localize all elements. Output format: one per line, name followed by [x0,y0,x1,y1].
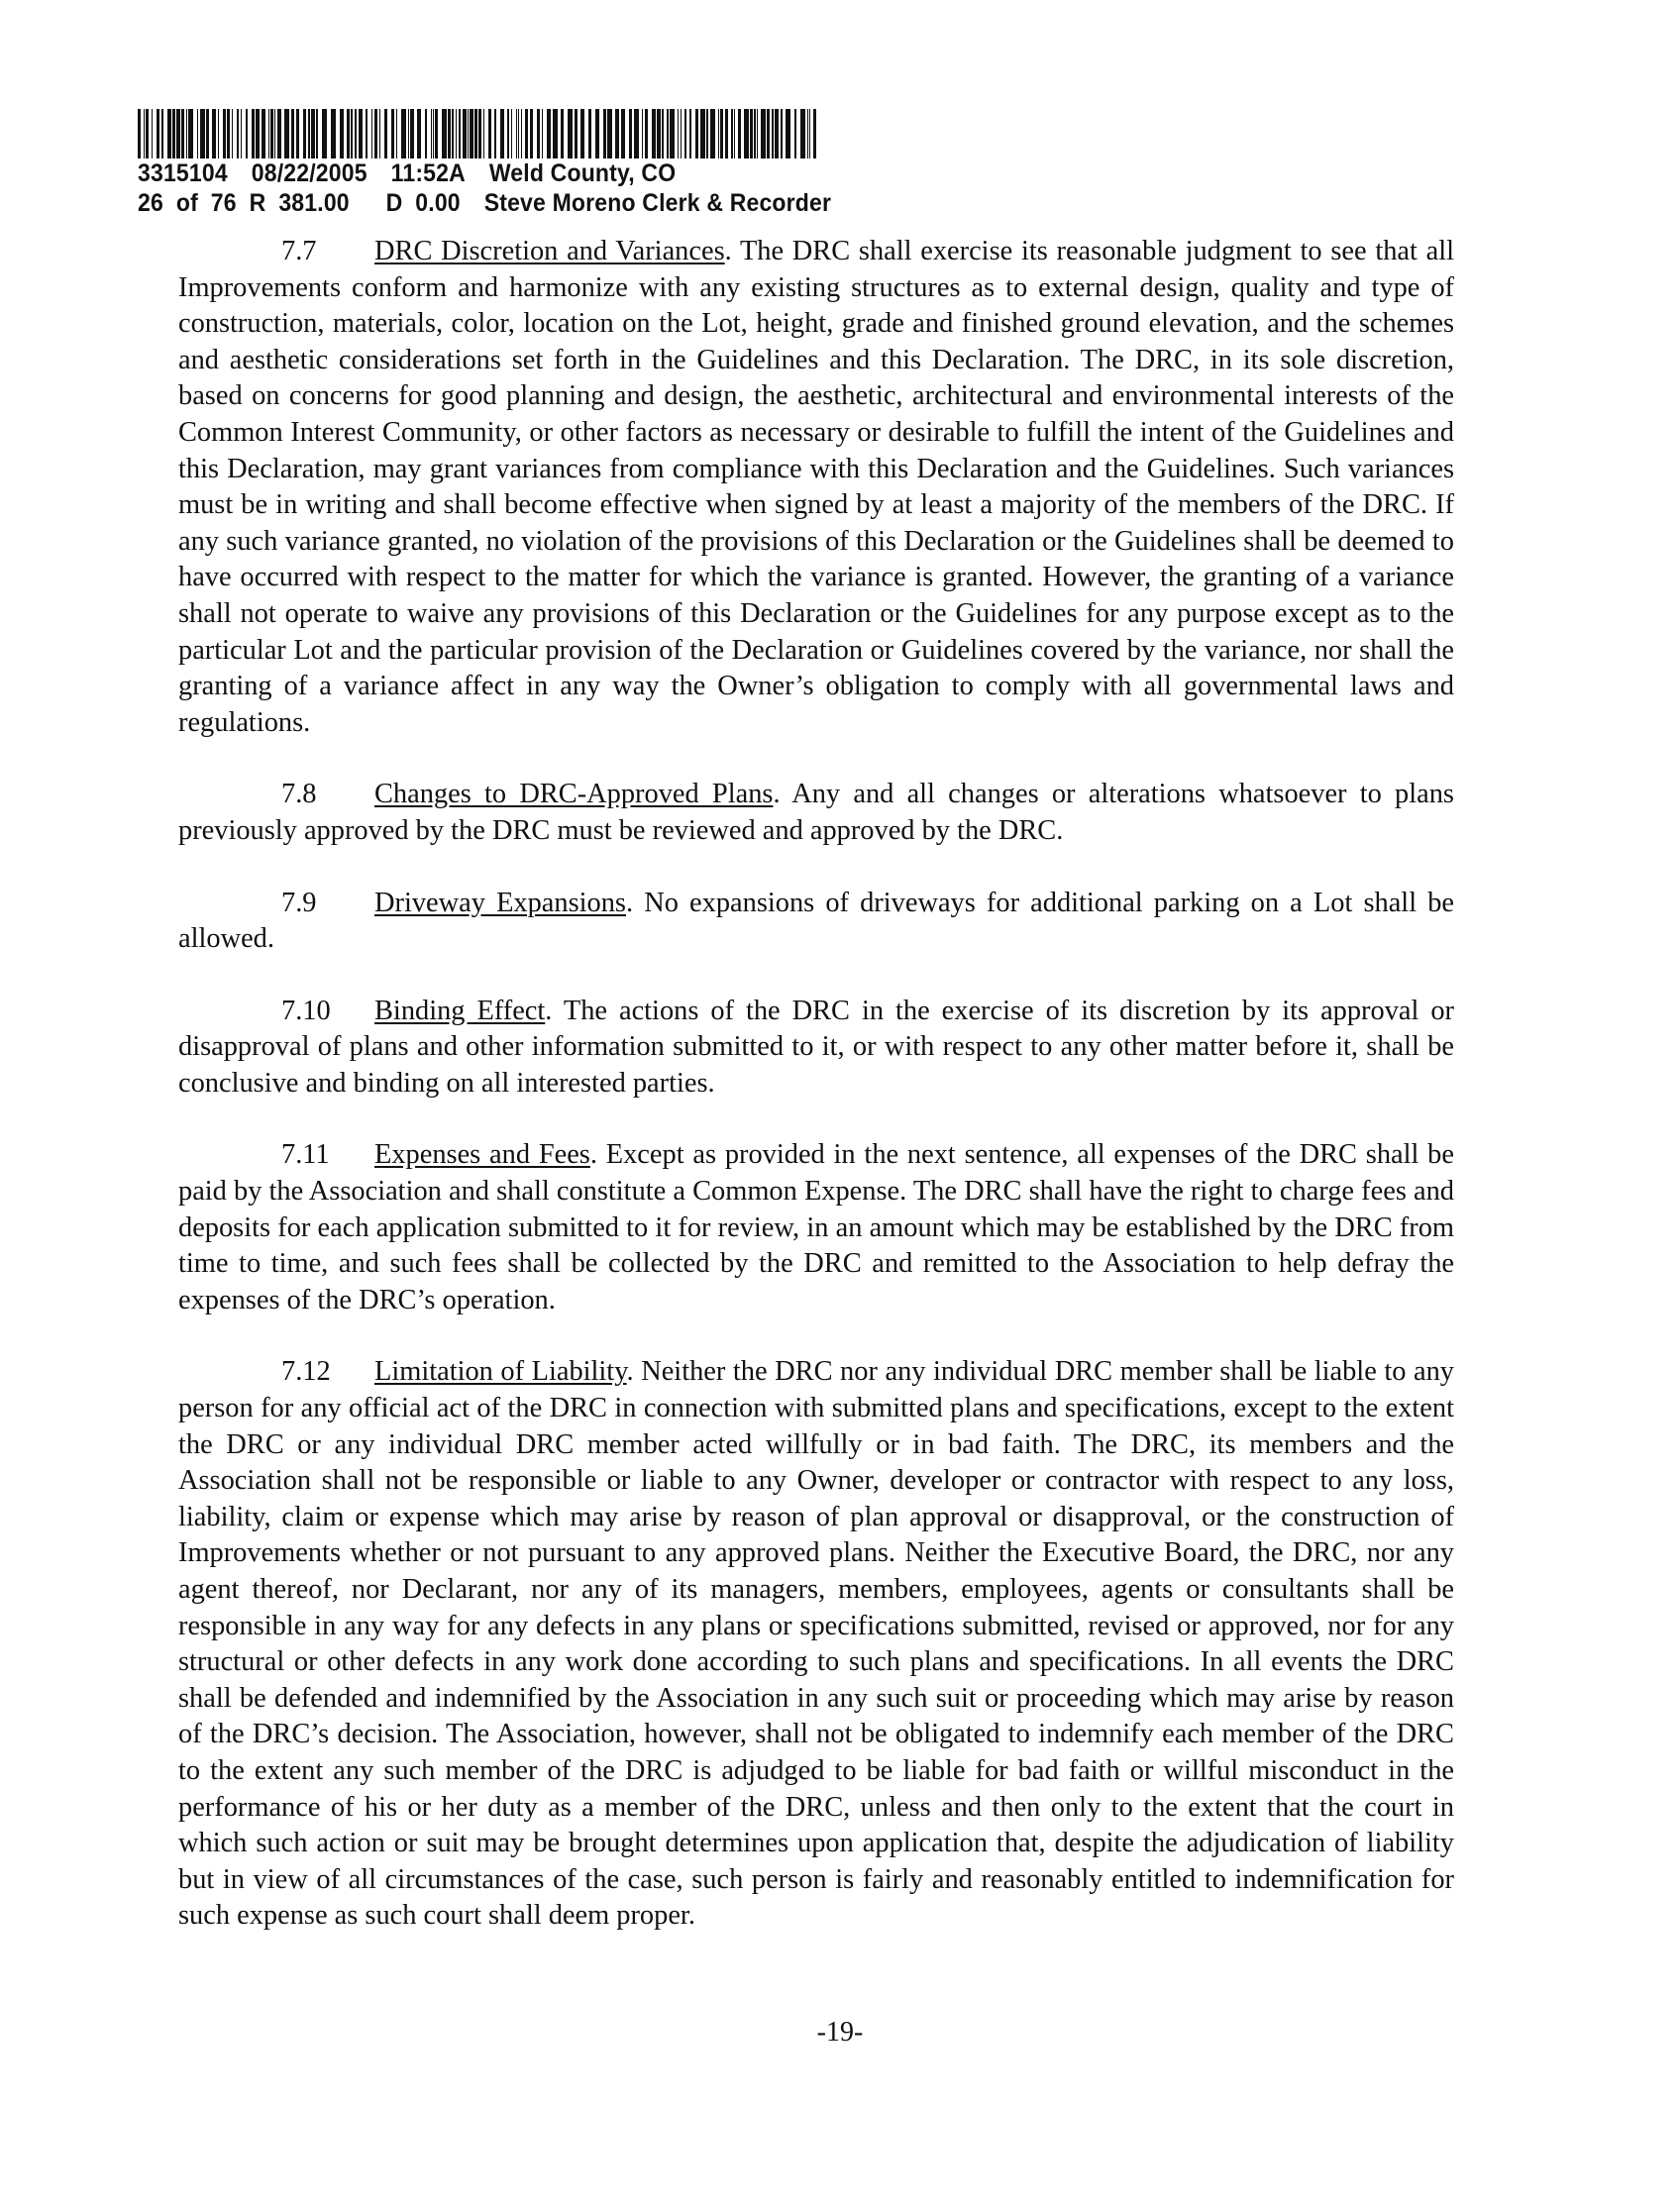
section-7-10: 7.10 Binding Effect. The actions of the DRC in the exercise of its discretion by its approval or disapproval of plans and other information submitted to it, or with respect to any other matter before it, shall be conclusive and binding on all interested parties. [178,995,1455,1099]
barcode-graphic [138,109,821,158]
doc-fee: 0.00 [415,189,461,217]
section-text: Any and all changes or alterations whatsoever to plans previously approved by the DRC must be reviewed and approved by the DRC. [178,779,1454,846]
section-text: The actions of the DRC in the exercise of its discretion by its approval or disapproval of plans and other information submitted to it, or with respect to any other matter before it, shall be conclusive and binding on all interested parties. [178,995,1455,1099]
county-name: Weld County, CO [488,159,677,187]
section-number: 7.12 [281,1356,331,1388]
stamp-r-label: R [249,189,266,217]
recorder-name: Steve Moreno Clerk & Recorder [483,189,832,217]
section-text: Neither the DRC nor any individual DRC member shall be liable to any person for any official act of the DRC in connection with submitted plans and specifications, except to the extent the DRC or any individual DRC member acted willfully or in bad faith. The DRC, its members and the Association shall not be responsible or liable to any Owner, developer or contractor with respect to any loss, liability, claim or expense which may arise by reason of plan approval or disapproval, or the construction of Improvements whether or not pursuant to any approved plans. Neither the Executive Board, the DRC, nor any agent thereof, nor Declarant, nor any of its managers, members, employees, agents or consultants shall be responsible in any way for any defects in any plans or specifications submitted, revised or approved, nor for any structural or other defects in any work done according to such plans and specifications. In all events the DRC shall be defended and indemnified by the Association in any such suit or proceeding which may arise by reason of the DRC’s decision. The Association, however, shall not be obligated to indemnify each member of the DRC to the extent any such member of the DRC is adjudged to be liable for bad faith or willful misconduct in the performance of his or her duty as a member of the DRC, unless and then only to the extent that the court in which such action or suit may be brought determines upon application that, despite the adjudication of liability but in view of all circumstances of the case, such person is fairly and reasonably entitled to indemnification for such expense as such court shall deem proper. [178,1356,1454,1932]
stamp-line-2 [138,188,830,218]
section-heading: Limitation of Liability [374,1356,627,1388]
document-body [178,234,1454,1970]
section-7-8: 7.8 Changes to DRC-Approved Plans. Any and all changes or alterations whatsoever to plans previously approved by the DRC must be reviewed and approved by the DRC. [178,779,1454,846]
section-text: The DRC shall exercise its reasonable judgment to see that all Improvements conform and harmonize with any existing structures as to external design, quality and type of construction, materials, color, location on the Lot, height, grade and finished ground elevation, and the schemes and aesthetic considerations set forth in the Guidelines and this Declaration. The DRC, in its sole discretion, based on concerns for good planning and design, the aesthetic, architectural and environmental interests of the Common Interest Community, or other factors as necessary or desirable to fulfill the intent of the Guidelines and this Declaration, may grant variances from compliance with this Declaration and the Guidelines. Such variances must be in writing and shall become effective when signed by at least a majority of the members of the DRC. If any such variance granted, no violation of the provisions of this Declaration or the Guidelines shall be deemed to have occurred with respect to the matter for which the variance is granted. However, the granting of a variance shall not operate to waive any provisions of this Declaration or the Guidelines for any purpose except as to the particular Lot and the particular provision of the Declaration or Guidelines covered by the variance, nor shall the granting of a variance affect in any way the Owner’s obligation to comply with all governmental laws and regulations. [178,236,1454,738]
stamp-of-label: of [175,189,198,217]
section-heading: DRC Discretion and Variances [374,236,725,266]
section-heading: Changes to DRC-Approved Plans [374,779,774,810]
section-heading: Binding Effect [374,995,546,1026]
stamp-d-label: D [385,189,403,217]
stamp-line-1 [138,158,830,188]
stamp-total-pages: 76 [210,189,237,217]
section-7-12: 7.12 Limitation of Liability. Neither the DRC nor any individual DRC member shall be liable to any person for any official act of the DRC in connection with submitted plans and specifications, except to the extent the DRC or any individual DRC member acted willfully or in bad faith. The DRC, its members and the Association shall not be responsible or liable to any Owner, developer or contractor with respect to any loss, liability, claim or expense which may arise by reason of plan approval or disapproval, or the construction of Improvements whether or not pursuant to any approved plans. Neither the Executive Board, the DRC, nor any agent thereof, nor Declarant, nor any of its managers, members, employees, agents or consultants shall be responsible in any way for any defects in any plans or specifications submitted, revised or approved, nor for any structural or other defects in any work done according to such plans and specifications. In all events the DRC shall be defended and indemnified by the Association in any such suit or proceeding which may arise by reason of the DRC’s decision. The Association, however, shall not be obligated to indemnify each member of the DRC to the extent any such member of the DRC is adjudged to be liable for bad faith or willful misconduct in the performance of his or her duty as a member of the DRC, unless and then only to the extent that the court in which such action or suit may be brought determines upon application that, despite the adjudication of liability but in view of all circumstances of the case, such person is fairly and reasonably entitled to indemnification for such expense as such court shall deem proper. [178,1356,1454,1932]
reception-number: 3315104 [138,159,228,187]
page-of-label [138,189,373,217]
section-number: 7.11 [281,1139,330,1171]
section-number: 7.10 [281,995,331,1026]
section-7-7: 7.7 DRC Discretion and Variances. The DRC shall exercise its reasonable judgment to see that all Improvements conform and harmonize with any existing structures as to external design, quality and type of construction, materials, color, location on the Lot, height, grade and finished ground elevation, and the schemes and aesthetic considerations set forth in the Guidelines and this Declaration. The DRC, in its sole discretion, based on concerns for good planning and design, the aesthetic, architectural and environmental interests of the Common Interest Community, or other factors as necessary or desirable to fulfill the intent of the Guidelines and this Declaration, may grant variances from compliance with this Declaration and the Guidelines. Such variances must be in writing and shall become effective when signed by at least a majority of the members of the DRC. If any such variance granted, no violation of the provisions of this Declaration or the Guidelines shall be deemed to have occurred with respect to the matter for which the variance is granted. However, the granting of a variance shall not operate to waive any provisions of this Declaration or the Guidelines for any purpose except as to the particular Lot and the particular provision of the Declaration or Guidelines covered by the variance, nor shall the granting of a variance affect in any way the Owner’s obligation to comply with all governmental laws and regulations. [178,236,1454,738]
recording-fee: 381.00 [278,189,350,217]
section-text: Except as provided in the next sentence, all expenses of the DRC shall be paid by the Association and shall constitute a Common Expense. The DRC shall have the right to charge fees and deposits for each application submitted to it for review, in an amount which may be established by the DRC from time to time, and such fees shall be collected by the DRC and remitted to the Association to help defray the expenses of the DRC’s operation. [178,1139,1454,1315]
section-number: 7.9 [281,887,317,918]
section-heading: Driveway Expansions [374,887,626,918]
recording-time: 11:52A [390,159,466,187]
stamp-page: 26 [138,189,163,217]
section-number: 7.8 [281,779,317,810]
recorder-stamp [138,109,891,218]
page-number: -19- [816,2017,864,2048]
recording-date: 08/22/2005 [251,159,368,187]
section-text: No expansions of driveways for additional parking on a Lot shall be allowed. [178,887,1455,955]
section-7-11: 7.11 Expenses and Fees. Except as provided in the next sentence, all expenses of the DRC shall be paid by the Association and shall constitute a Common Expense. The DRC shall have the right to charge fees and deposits for each application submitted to it for review, in an amount which may be established by the DRC from time to time, and such fees shall be collected by the DRC and remitted to the Association to help defray the expenses of the DRC’s operation. [178,1139,1454,1315]
section-7-9: 7.9 Driveway Expansions. No expansions of driveways for additional parking on a Lot shall be allowed. [178,887,1455,955]
section-number: 7.7 [281,236,317,266]
section-heading: Expenses and Fees [374,1139,590,1171]
